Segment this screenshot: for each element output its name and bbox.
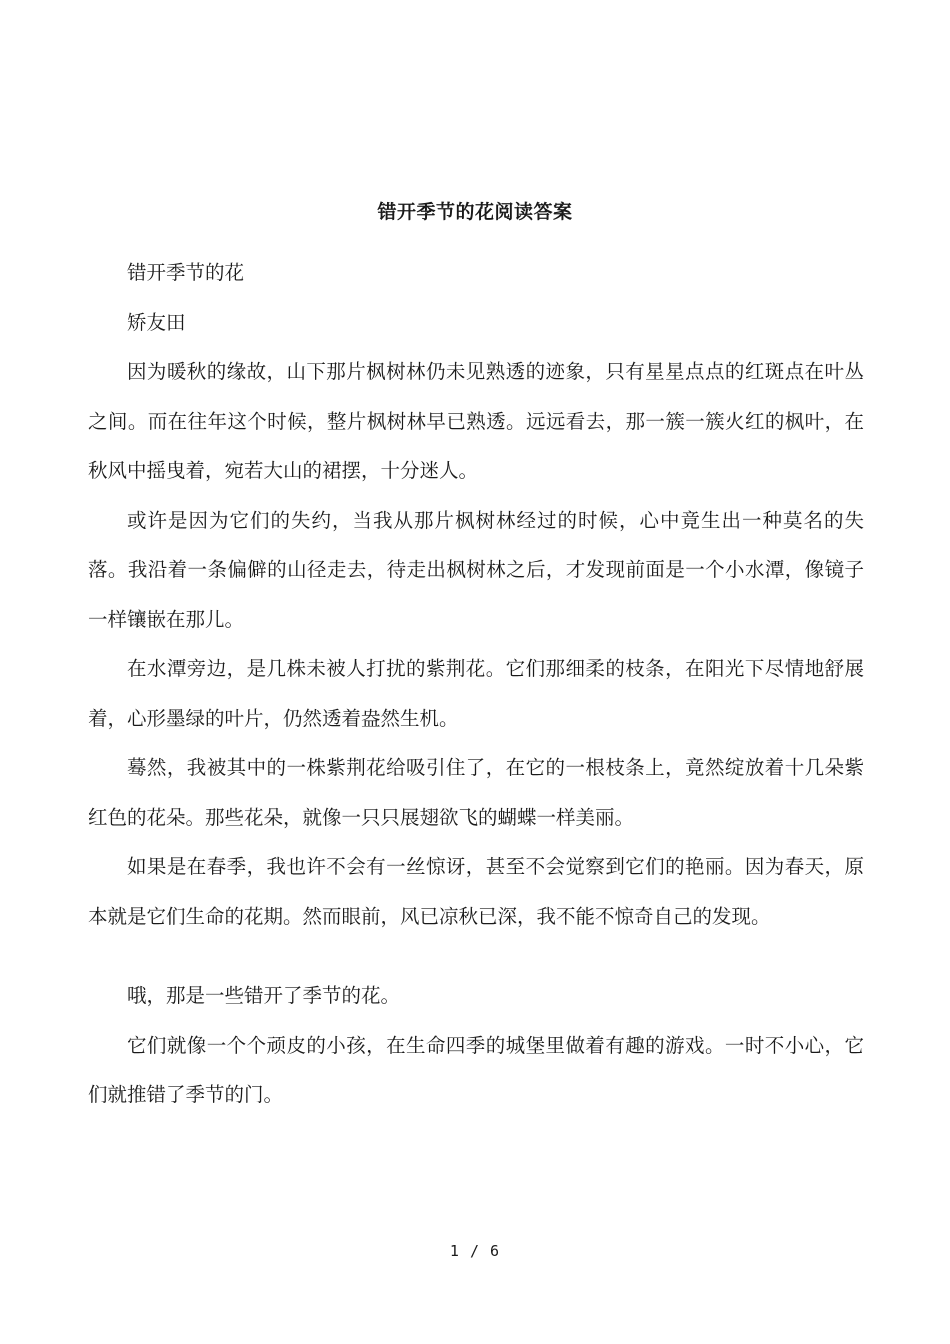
article-title: 错开季节的花 bbox=[127, 261, 245, 284]
article-author: 矫友田 bbox=[127, 310, 186, 334]
document-title: 错开季节的花阅读答案 bbox=[377, 201, 573, 223]
paragraph: 它们就像一个个顽皮的小孩，在生命四季的城堡里做着有趣的游戏。一时不小心，它们就推错了季节的门。 bbox=[88, 1033, 864, 1106]
paragraph: 因为暖秋的缘故，山下那片枫树林仍未见熟透的迹象，只有星星点点的红斑点在叶丛之间。而在往年这个时候，整片枫树林早已熟透。远远看去，那一簇一簇火红的枫叶，在秋风中摇曳着，宛若大山的裙摆，十分迷人。 bbox=[88, 360, 864, 482]
page-number: 1 / 6 bbox=[449, 1242, 501, 1260]
paragraph: 在水潭旁边，是几株未被人打扰的紫荆花。它们那细柔的枝条，在阳光下尽情地舒展着，心形墨绿的叶片，仍然透着盎然生机。 bbox=[88, 657, 864, 730]
paragraph: 或许是因为它们的失约，当我从那片枫树林经过的时候，心中竟生出一种莫名的失落。我沿着一条偏僻的山径走去，待走出枫树林之后，才发现前面是一个小水潭，像镜子一样镶嵌在那儿。 bbox=[88, 508, 864, 631]
paragraph: 蓦然，我被其中的一株紫荆花给吸引住了，在它的一根枝条上，竟然绽放着十几朵紫红色的花朵。那些花朵，就像一只只展翅欲飞的蝴蝶一样美丽。 bbox=[88, 756, 864, 829]
document-body bbox=[88, 248, 864, 1120]
paragraph: 哦，那是一些错开了季节的花。 bbox=[127, 984, 401, 1007]
paragraph: 如果是在春季，我也许不会有一丝惊讶，甚至不会觉察到它们的艳丽。因为春天，原本就是它们生命的花期。然而眼前，风已凉秋已深，我不能不惊奇自己的发现。 bbox=[88, 855, 864, 928]
